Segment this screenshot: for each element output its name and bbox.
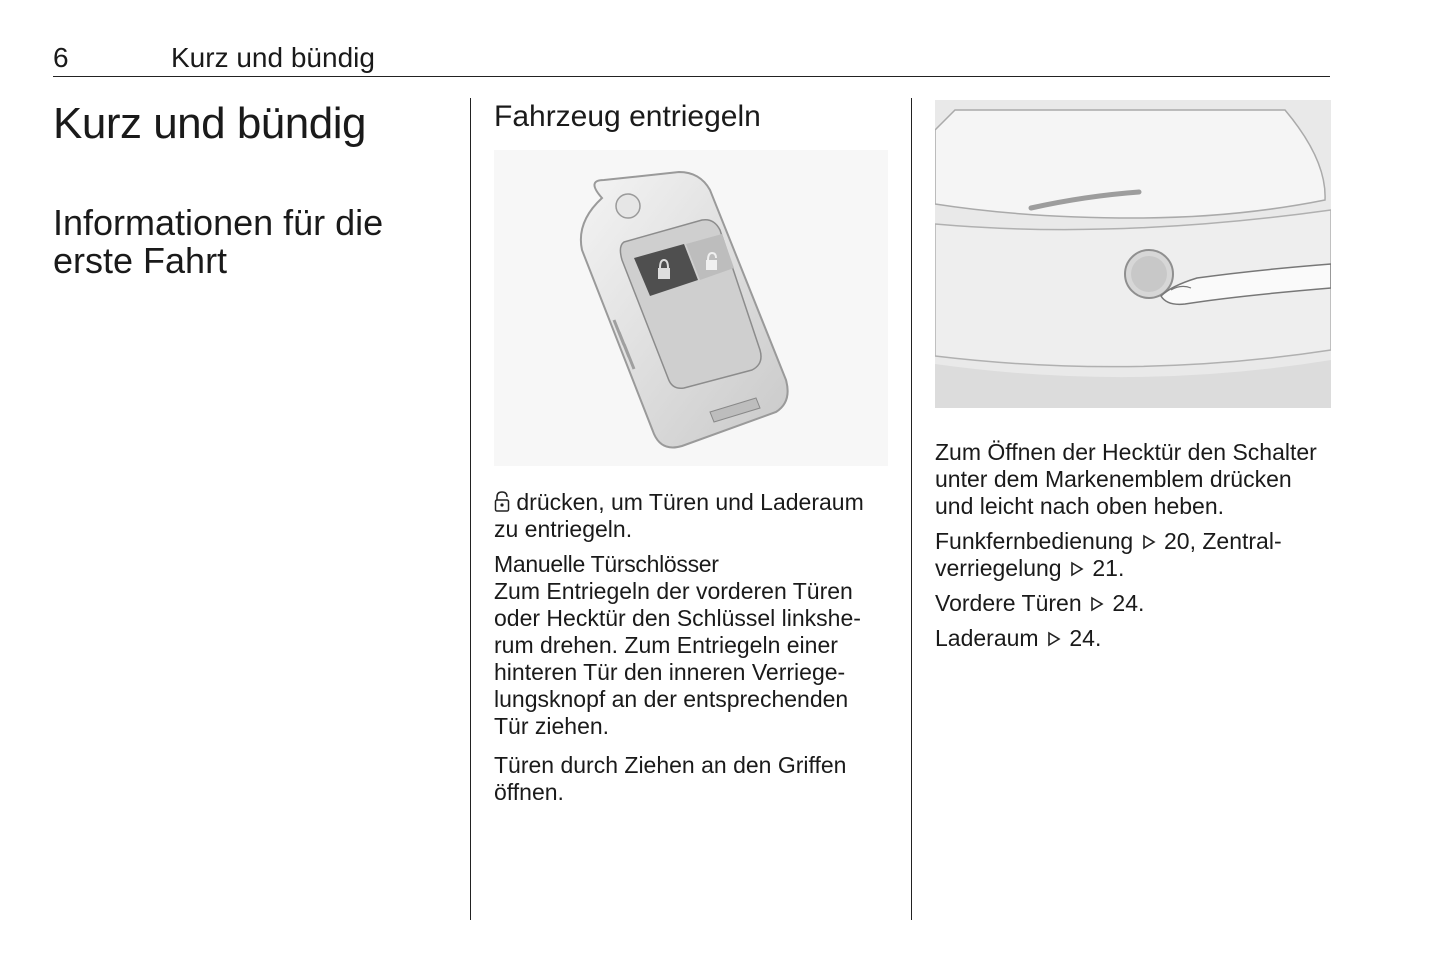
manual-line: rum drehen. Zum Entriegeln einer [494,632,838,658]
header-section-title: Kurz und bündig [171,42,375,73]
reference-arrow-icon [1045,630,1063,648]
open-line: unter dem Markenemblem drücken [935,466,1292,492]
section-title: Informationen für die erste Fahrt [53,202,384,282]
ref-central-label-b[interactable]: verriegelung [935,555,1062,581]
car-key-remote-icon [494,150,888,466]
manual-line: hinteren Tür den inneren Verriege- [494,659,846,685]
doors-line: öffnen. [494,779,564,805]
ref-front-doors-label[interactable]: Vordere Türen [935,590,1082,616]
car-key-figure [494,150,888,466]
open-tailgate-paragraph [935,439,1335,520]
right-text [935,439,1335,652]
open-line: Zum Öffnen der Hecktür den Schalter [935,439,1317,465]
open-line: und leicht nach oben heben. [935,493,1225,519]
unlock-text: drücken, um Türen und Laderaum zu entriegeln. [494,489,864,542]
column-divider-2 [911,98,912,920]
manual-line: lungsknopf an der entsprechenden [494,686,849,712]
left-column [53,100,453,280]
unlock-paragraph [494,489,894,543]
tailgate-emblem-switch-icon [935,100,1331,408]
ref-cargo-label[interactable]: Laderaum [935,625,1039,651]
reference-front-doors[interactable] [935,590,1335,617]
ref-remote-label[interactable]: Funkfernbedienung [935,528,1134,554]
manual-locks-heading: Manuelle Türschlösser [494,551,719,577]
ref-front-doors-page[interactable]: 24. [1112,590,1145,616]
manual-locks-paragraph [494,578,894,740]
tailgate-figure [935,100,1331,408]
subsection-title: Fahrzeug entriegeln [494,100,761,133]
doors-line: Türen durch Ziehen an den Griffen [494,752,847,778]
page-number: 6 [53,42,69,73]
reference-arrow-icon [1068,560,1086,578]
reference-cargo[interactable] [935,625,1335,652]
ref-remote-page[interactable]: 20 [1164,528,1190,554]
reference-arrow-icon [1088,595,1106,613]
chapter-title: Kurz und bündig [53,99,366,148]
middle-text [494,489,894,806]
manual-line: Zum Entriegeln der vorderen Türen [494,578,853,604]
manual-line: oder Hecktür den Schlüssel linkshe- [494,605,861,631]
reference-arrow-icon [1140,533,1158,551]
ref-cargo-page[interactable]: 24. [1069,625,1102,651]
reference-remote[interactable] [935,528,1335,582]
page-header [53,42,1330,77]
doors-paragraph [494,752,894,806]
ref-central-page[interactable]: 21. [1092,555,1125,581]
middle-column [494,100,894,134]
column-divider-1 [470,98,471,920]
unlock-icon [494,491,510,513]
manual-line: Tür ziehen. [494,713,610,739]
ref-central-label-a: , Zentral- [1189,528,1282,554]
